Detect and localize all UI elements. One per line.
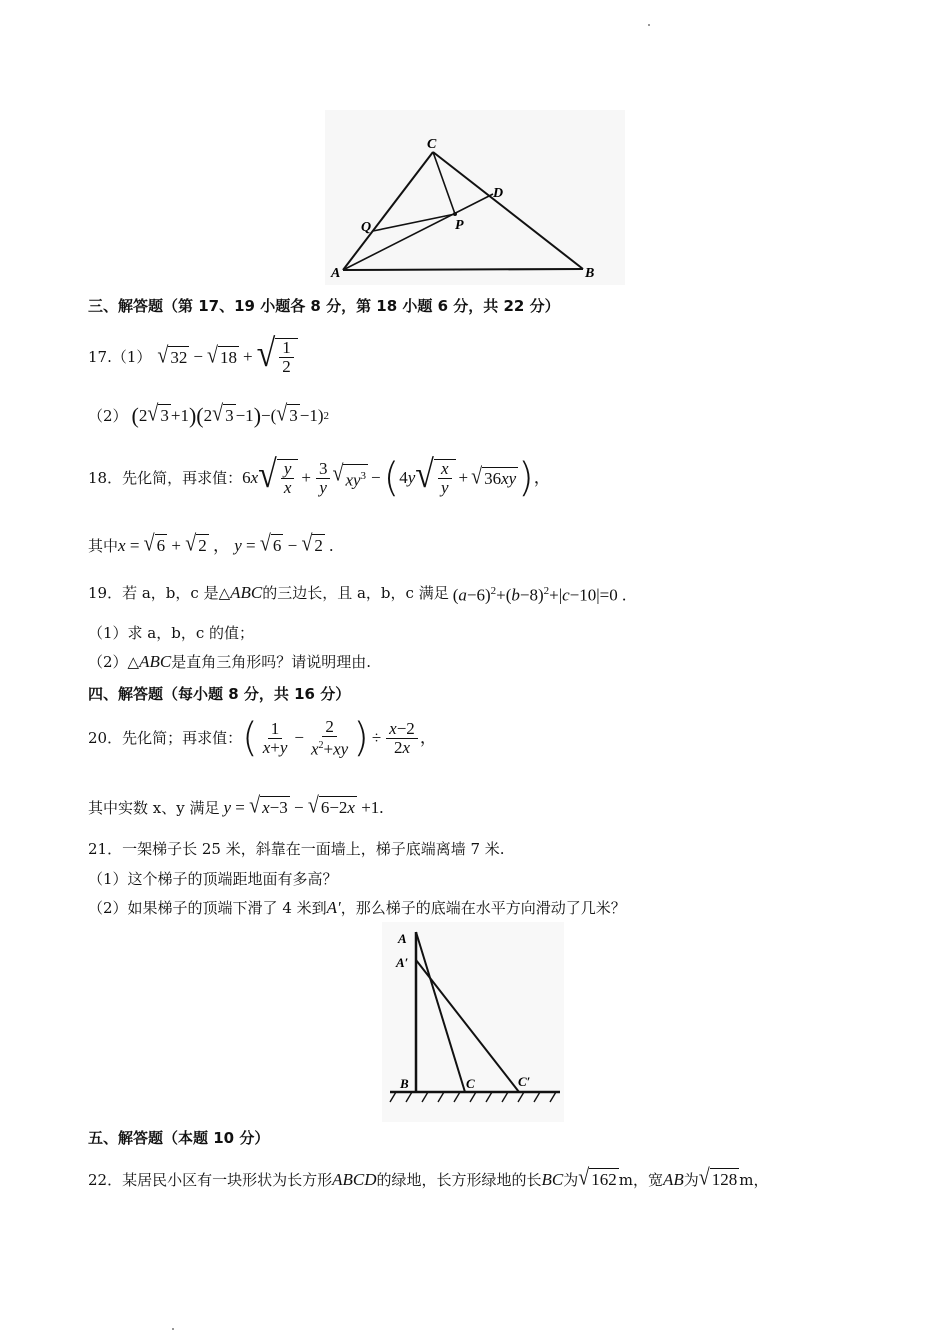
question-17-part-1 — [88, 332, 298, 376]
label-p: P — [455, 218, 464, 233]
question-17-part-2 — [88, 401, 329, 428]
q17-part2-label: （2） — [88, 406, 128, 425]
question-18 — [88, 453, 551, 501]
sqrt: √ $\frac{1}{2}$ — [257, 338, 298, 376]
q18-where: 其中 — [88, 536, 119, 555]
q21-sub1: （1）这个梯子的顶端距地面有多高？ — [88, 870, 338, 888]
question-18-condition — [88, 531, 334, 557]
q18-intro: 18．先化简，再求值： — [88, 469, 243, 487]
label-c: C — [427, 137, 437, 152]
label-a: A — [331, 266, 341, 281]
label-c-prime: C′ — [518, 1074, 531, 1089]
triangle-figure — [325, 110, 625, 285]
q21-sub2 — [88, 897, 626, 919]
ladder-figure — [382, 922, 564, 1122]
sqrt: √ 32 — [157, 342, 188, 368]
point-a-prime: A′ — [326, 898, 341, 917]
q17-expression-1: √ 32 − √ 18 + √ $\frac{1}{2}$ — [157, 338, 297, 376]
q19-sub1: （1）求 a，b，c 的值； — [88, 624, 255, 642]
q22-part-a: 22．某居民小区有一块形状为长方形 — [88, 1170, 333, 1189]
triangle-name: ABC — [230, 583, 263, 603]
q19-equation: $(a-6)^2+(b-8)^2+|c-10|=0$ . — [452, 585, 627, 605]
q17-expression-2: ( 2 √ 3 +1 ) ( 2 √ 3 −1 ) −( √ 3 −1) 2 — [131, 401, 329, 428]
q22-part-e: 为 — [683, 1170, 699, 1189]
label-a-prime: A′ — [396, 955, 409, 970]
side-bc: BC — [541, 1169, 564, 1189]
q21-sub2-prefix: （2）如果梯子的顶端下滑了 4 米到 — [88, 899, 327, 917]
q19-sub2 — [88, 651, 371, 673]
q19-sub2-prefix: （2）△ — [88, 653, 140, 671]
q19-intro: 19．若 a，b，c 是△ — [88, 584, 231, 603]
q20-intro: 20．先化简；再求值： — [88, 729, 243, 748]
question-20 — [88, 715, 437, 762]
segment-ab — [343, 269, 583, 270]
scan-speck — [648, 24, 650, 26]
question-20-condition — [88, 793, 384, 819]
side-ab: AB — [662, 1169, 684, 1189]
label-d: D — [493, 186, 504, 201]
label-a: A — [398, 931, 407, 946]
section-3-heading: 三、解答题（第 17、19 小题各 8 分，第 18 小题 6 分，共 22 分） — [88, 297, 560, 315]
q22-part-c: 为 — [563, 1170, 579, 1189]
point-p — [453, 212, 457, 216]
q22-part-b: 的绿地，长方形绿地的长 — [376, 1170, 542, 1189]
rectangle-name: ABCD — [332, 1169, 377, 1189]
label-c: C — [466, 1076, 475, 1091]
q22-part-f: m， — [739, 1170, 769, 1189]
scan-speck — [172, 1328, 174, 1330]
q21-sub2-suffix: ，那么梯子的底端在水平方向滑动了几米？ — [340, 899, 626, 917]
q19-sub2-suffix: 是直角三角形吗？请说明理由. — [171, 653, 371, 671]
sqrt-162: √ 162 — [578, 1165, 617, 1191]
sqrt-128: √ 128 — [698, 1165, 738, 1191]
question-22 — [88, 1165, 769, 1191]
triangle-name: ABC — [139, 652, 172, 671]
label-b: B — [585, 266, 595, 281]
section-4-heading: 四、解答题（每小题 8 分，共 16 分） — [88, 685, 351, 703]
q19-mid: 的三边长，且 a，b，c 满足 — [262, 584, 449, 603]
q20-where: 其中实数 x、y 满足 — [88, 798, 220, 817]
q22-part-d: m，宽 — [618, 1170, 663, 1189]
q18-values: x = √ 6 + √ 2 ， y = √ 6 − √ 2 . — [118, 531, 334, 557]
question-21: 21．一架梯子长 25 米，斜靠在一面墙上，梯子底端离墙 7 米. — [88, 840, 505, 858]
label-b: B — [400, 1076, 409, 1091]
section-5-heading: 五、解答题（本题 10 分） — [88, 1129, 270, 1147]
label-q: Q — [361, 220, 372, 235]
q18-expression: 6 x √ $\frac{y}{x}$ + $\frac{3}{y}$ √ $xy^3$ − ( 4 y √ $\frac{x}{y}$ + √ 36xy ) ， — [242, 453, 551, 501]
q20-constraint: y = √ x−3 − √ 6−2x +1. — [223, 793, 384, 819]
question-19 — [88, 580, 626, 607]
q20-expression: ( $\frac{1}{x+y}$ − $\frac{2}{x^2+xy}$ ) ÷ $\frac{x-2}{2x}$ ， — [242, 715, 437, 762]
figure-background — [325, 110, 625, 285]
q17-number: 17.（1） — [88, 348, 152, 366]
sqrt: √ 18 — [206, 342, 237, 368]
